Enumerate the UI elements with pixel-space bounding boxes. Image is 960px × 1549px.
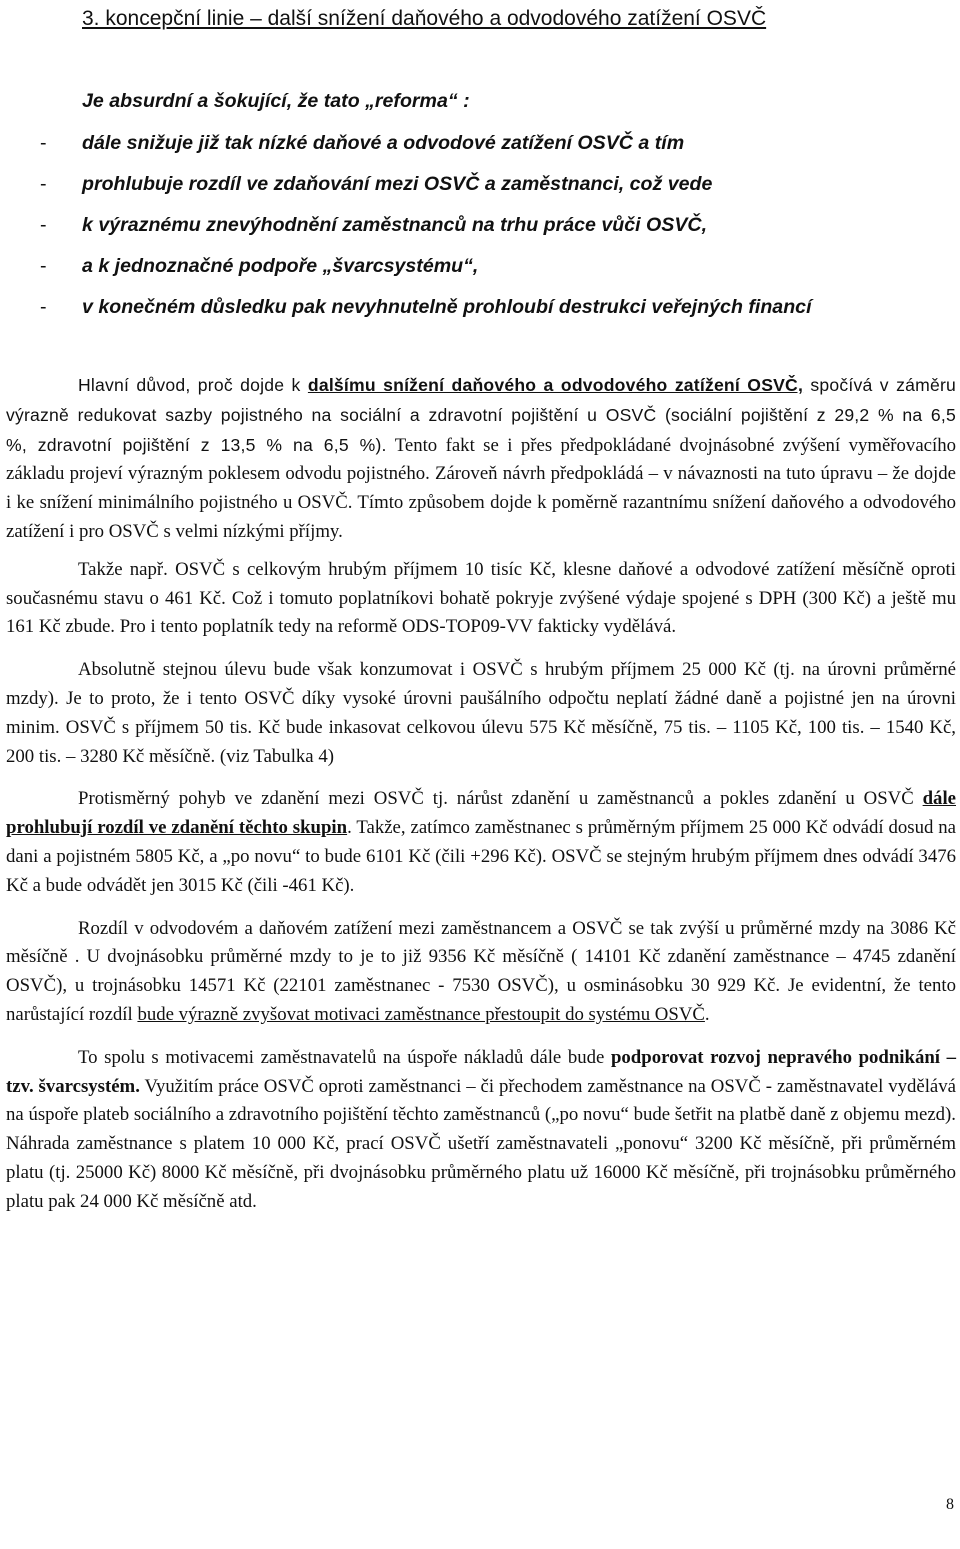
bullet-item [40,169,950,210]
emphasis-text: dále prohlubují rozdíl ve zdanění těchto skupin [6,788,956,839]
bullet-text: dále snižuje již tak nízké daňové a odvodové zatížení OSVČ a tím [82,132,685,154]
bullet-item [40,292,950,333]
text-run: Tento fakt se i přes předpokládané dvojnásobné zvýšení vyměřovacího základu projeví výrazným poklesem odvodu pojistného. Zároveň návrh předpokládá – v návaznosti na tuto úpravu – že dojde i ke snížení minimálního pojistného u OSVČ. Tímto způsobem dojde k poměrně razantnímu snížení daňového a odvodového zatížení i pro OSVČ s velmi nízkými příjmy. [6,434,956,542]
bullet-text: k výraznému znevýhodnění zaměstnanců na trhu práce vůči OSVČ, [82,214,708,236]
emphasis-text: dalšímu snížení daňového a odvodového zatížení OSVČ, [307,375,804,395]
text-run: Hlavní důvod, proč dojde k [78,375,308,395]
spacer [6,547,956,556]
text-run: . Takže, zatímco zaměstnanec s průměrným příjmem 25 000 Kč odvádí dosud na dani a pojistném 5805 Kč, a „po novu“ to bude 6101 Kč (čili +296 Kč). OSVČ se stejným hrubým příjmem dnes odvádí 3476 Kč a bude odvádět jen 3015 Kč (čili -461 Kč). [6,817,956,896]
section-heading: 3. koncepční linie – další snížení daňového a odvodového zatížení OSVČ [82,7,767,30]
paragraph-example-10k: Takže např. OSVČ s celkovým hrubým příjmem 10 tisíc Kč, klesne daňové a odvodové zatížení měsíčně oproti současnému stavu o 461 Kč. Což i tomuto poplatníkovi bohatě pokryje zvýšené výdaje spojené s DPH (300 Kč) a ještě mu 161 Kč zbude. Pro i tento poplatník tedy na reformě ODS-TOP09-VV fakticky vydělává. [6,558,956,638]
text-run: spočívá v záměru výrazně redukovat sazby pojistného na sociální a zdravotní pojištění u OSVČ (sociální pojištění z 29,2 % na 6,5 %, zdravotní pojištění z 13,5 % na 6,5 %). [6,375,956,455]
paragraph-difference [6,915,956,1030]
text-run: Protisměrný pohyb ve zdanění mezi OSVČ tj. nárůst zdanění u zaměstnanců a pokles zdanění u OSVČ [78,788,923,810]
emphasis-text: podporovat rozvoj nepravého podnikání – tzv. švarcsystém. [6,1046,956,1097]
bullet-dash: - [40,173,47,195]
bullet-text: prohlubuje rozdíl ve zdaňování mezi OSVČ a zaměstnanci, což vede [82,173,713,195]
spacer [6,901,956,915]
bullet-dash: - [40,255,47,277]
underlined-text: bude výrazně zvyšovat motivaci zaměstnance přestoupit do systému OSVČ [137,1003,705,1025]
bullet-dash: - [40,296,47,318]
bullet-text: v konečném důsledku pak nevyhnutelně prohloubí destrukci veřejných financí [82,296,812,318]
page-number: 8 [946,1496,954,1513]
bullet-list [40,128,950,333]
spacer [6,771,956,785]
text-run: Využitím práce OSVČ oproti zaměstnanci – či přechodem zaměstnance na OSVČ - zaměstnavatel vydělává na úspoře plateb sociálního a zdravotního pojištění těchto zaměstnanců („po novu“ bude šetřit na platbě daně z objemu mezd). Náhrada zaměstnance s platem 10 000 Kč, prací OSVČ ušetří zaměstnavateli „ponovu“ 3200 Kč měsíčně, při průměrném platu (tj. 25000 Kč) 8000 Kč měsíčně, při dvojnásobku průměrného platu už 16000 Kč měsíčně, při trojnásobku průměrného platu pak 24 000 Kč měsíčně atd. [6,1075,956,1212]
spacer [6,1030,956,1044]
paragraph-main-reason [6,371,956,547]
spacer [6,642,956,656]
bullet-item [40,128,950,169]
body-text [6,371,956,1217]
bullet-dash: - [40,132,47,154]
text-run: To spolu s motivacemi zaměstnavatelů na úspoře nákladů dále bude [78,1046,611,1068]
bullet-text: a k jednoznačné podpoře „švarcsystému“, [82,255,479,277]
bullet-item [40,210,950,251]
text-run: . [704,1003,710,1025]
intro-statement: Je absurdní a šokující, že tato „reforma“ : [82,90,470,112]
bullet-item [40,251,950,292]
paragraph-same-relief: Absolutně stejnou úlevu bude však konzumovat i OSVČ s hrubým příjmem 25 000 Kč (tj. na úrovni průměrné mzdy). Je to proto, že i tento OSVČ díky vysoké úrovni paušálního odpočtu neplatí žádné daně a pojistné jen na úrovni minim. OSVČ s příjmem 50 tis. Kč bude inkasovat celkovou úlevu 575 Kč měsíčně, 75 tis. – 1105 Kč, 100 tis. – 1540 Kč, 200 tis. – 3280 Kč měsíčně. (viz Tabulka 4) [6,659,956,767]
paragraph-counter-movement [6,785,956,900]
bullet-dash: - [40,214,47,236]
paragraph-employer-motivation [6,1044,956,1217]
text-run: Rozdíl v odvodovém a daňovém zatížení mezi zaměstnancem a OSVČ se tak zvýší u průměrné mzdy na 3086 Kč měsíčně . U dvojnásobku průměrné mzdy to je to již 9356 Kč měsíčně ( 14101 Kč zdanění zaměstnance – 4745 zdanění OSVČ), u trojnásobku 14571 Kč (22101 zaměstnanec - 7530 OSVČ), u osminásobku 30 929 Kč. Je evidentní, že tento narůstající rozdíl [6,917,956,1025]
